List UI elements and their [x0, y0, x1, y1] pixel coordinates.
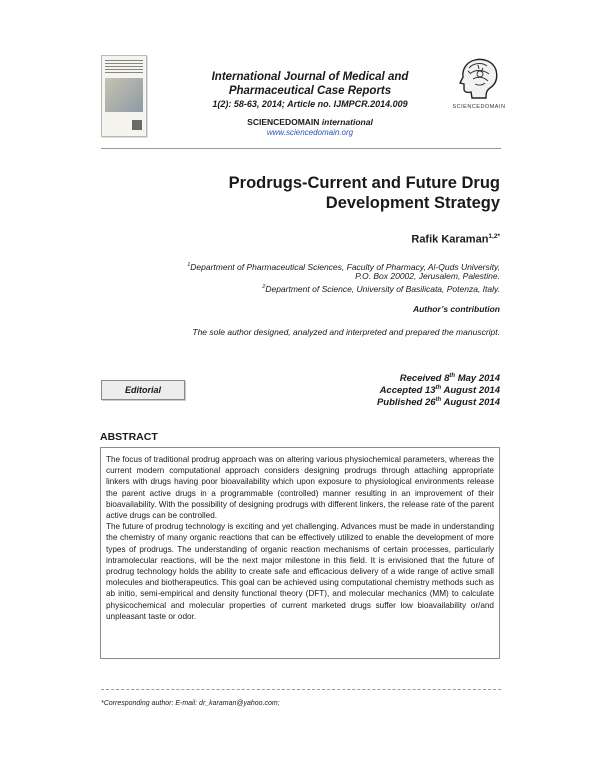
received-date-text: Received 8	[399, 373, 450, 385]
header-divider	[101, 148, 501, 149]
accepted-date-rest: August 2014	[441, 385, 500, 397]
author-name-text: Rafik Karaman	[411, 233, 489, 246]
affiliation-1-marker: 1	[187, 262, 191, 268]
journal-cover-thumbnail	[101, 55, 147, 137]
affiliation-1-text: Department of Pharmaceutical Sciences, Faculty of Pharmacy, Al-Quds University,	[190, 261, 500, 272]
publisher-website-link[interactable]: www.sciencedomain.org	[266, 128, 354, 137]
cover-title-band	[105, 60, 143, 74]
abstract-box	[100, 447, 500, 659]
received-date-ordinal: th	[449, 373, 456, 379]
publisher-name-suffix: international	[321, 117, 373, 127]
corresponding-author-footnote: *Corresponding author: E-mail: dr_karaman@yahoo.com;	[101, 700, 280, 707]
journal-citation: 1(2): 58-63, 2014; Article no. IJMPCR.2014.009	[212, 99, 408, 109]
published-date-text: Published 26	[376, 397, 436, 409]
affiliation-2-marker: 2	[262, 284, 266, 290]
affiliation-2-text: Department of Science, University of Basilicata, Potenza, Italy.	[265, 283, 500, 294]
published-date-rest: August 2014	[441, 397, 500, 409]
cover-image-block	[105, 78, 143, 112]
head-profile-logo-icon	[456, 56, 502, 102]
accepted-date-ordinal: th	[435, 385, 442, 391]
abstract-heading: ABSTRACT	[100, 431, 158, 443]
paper-title-line1: Prodrugs-Current and Future Drug	[228, 174, 500, 192]
publisher-name	[180, 117, 440, 127]
published-date	[377, 394, 500, 409]
published-date-ordinal: th	[435, 397, 442, 403]
footnote-divider	[101, 689, 501, 690]
accepted-date-text: Accepted 13	[379, 385, 436, 397]
journal-title-line1: International Journal of Medical and	[211, 71, 409, 83]
paper-title-line2: Development Strategy	[325, 194, 500, 212]
contribution-text: The sole author designed, analyzed and interpreted and prepared the manuscript.	[192, 327, 500, 337]
article-type-badge: Editorial	[101, 380, 185, 400]
publisher-name-main: SCIENCEDOMAIN	[247, 117, 320, 127]
abstract-paragraph-1: The focus of traditional prodrug approach was on altering various physiochemical parameters, whereas the current modern computational approach considers designing prodrugs through attaching appropriate linkers with drugs having poor bioavailability which upon exposure to physiological environments release the parent active drugs in a programmable (controlled) manner resulting in an improvement of their bioavailability. With the possibility of designing prodrugs with different linkers, the release rate of the parent active drugs can be controlled.	[106, 455, 494, 521]
contribution-heading: Author’s contribution	[412, 304, 500, 314]
affiliation-1-line2: P.O. Box 20002, Jerusalem, Palestine.	[355, 271, 500, 281]
author-affiliation-marker: 1,2*	[488, 233, 500, 240]
affiliation-2	[262, 282, 500, 295]
cover-badge	[132, 120, 142, 130]
received-date-rest: May 2014	[455, 373, 500, 385]
logo-caption: SCIENCEDOMAIN	[452, 104, 506, 110]
author-name	[411, 233, 500, 246]
abstract-paragraph-2: The future of prodrug technology is exciting and yet challenging. Advances must be made in understanding the chemistry of many organic reactions that can be effectively utilized to enable the development of more types of prodrugs. The understanding of organic reaction mechanisms of certain processes, particularly intramolecular reactions, will be the next major milestone in this field. It is envisioned that the future of prodrug technology holds the ability to create safe and efficacious delivery of a wide range of active small molecules and biotherapeutics. This goal can be achieved using computational chemistry methods such as ab initio, semi-empirical and density functional theory (DFT), and molecular mechanics (MM) to calculate physicochemical and molecular properties of current marketed drugs suffer low bioavailability or/and unpleasant taste or odor.	[106, 522, 494, 621]
journal-title-line2: Pharmaceutical Case Reports	[228, 85, 392, 97]
